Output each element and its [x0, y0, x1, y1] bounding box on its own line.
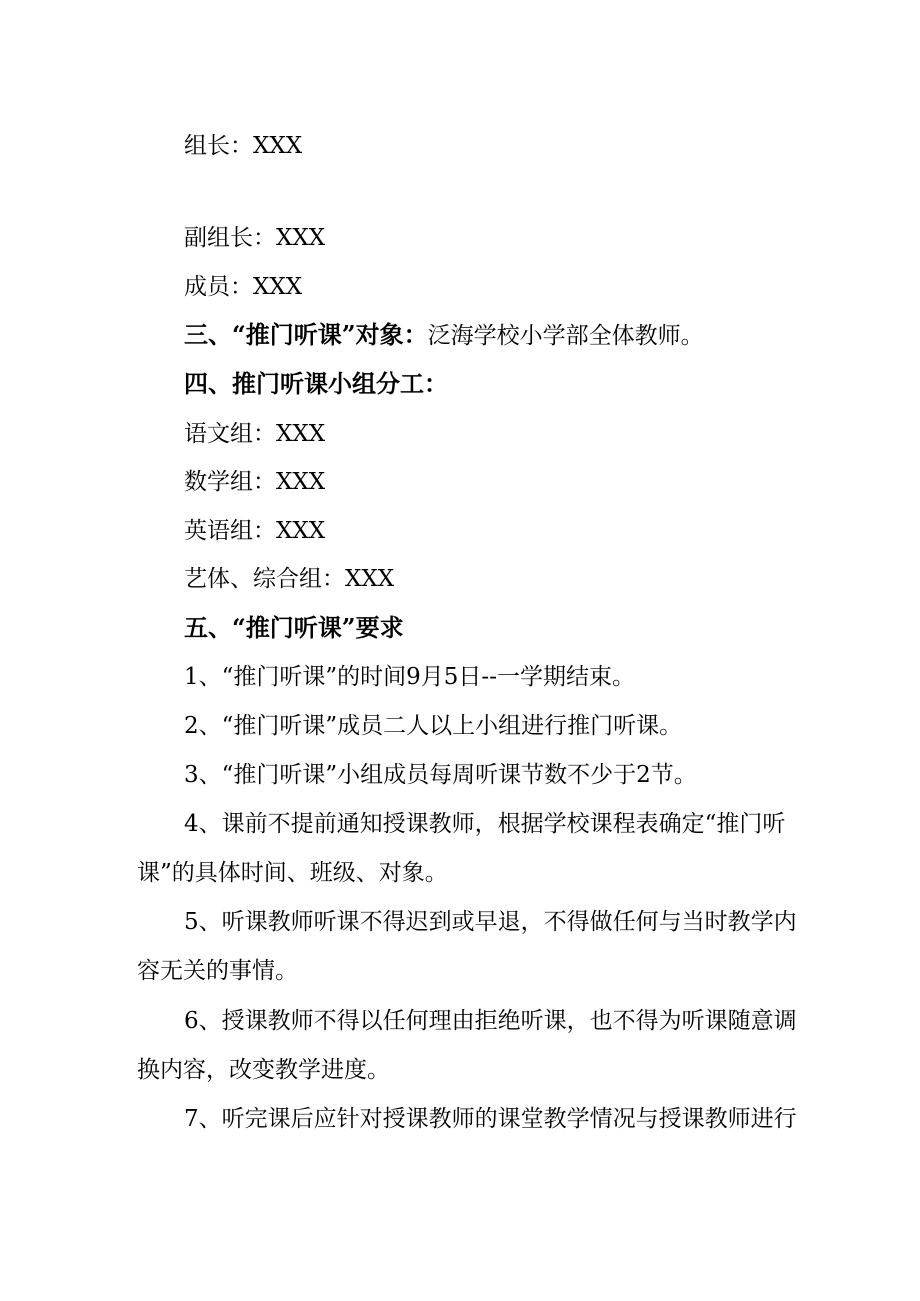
requirement-5: 5、听课教师听课不得迟到或早退，不得做任何与当时教学内 — [184, 909, 797, 935]
group-arts-integrated: 艺体、综合组：XXX — [184, 566, 395, 592]
section3-text: 泛海学校小学部全体教师。 — [427, 323, 704, 349]
requirement-4: 4、课前不提前通知授课教师，根据学校课程表确定“推门听 — [184, 811, 786, 837]
requirement-6-cont: 换内容，改变教学进度。 — [137, 1057, 390, 1083]
requirement-7: 7、听完课后应针对授课教师的课堂教学情况与授课教师进行 — [184, 1106, 797, 1132]
group-english: 英语组：XXX — [184, 518, 326, 544]
requirement-5-cont: 容无关的事情。 — [137, 958, 298, 984]
requirement-1: 1、“推门听课”的时间9月5日--一学期结束。 — [184, 664, 635, 690]
section3-line — [184, 321, 704, 350]
group-chinese: 语文组：XXX — [184, 421, 326, 447]
group-math: 数学组：XXX — [184, 469, 326, 495]
section4-heading: 四、推门听课小组分工： — [184, 369, 448, 398]
requirement-3: 3、“推门听课”小组成员每周听课节数不少于2节。 — [184, 762, 697, 788]
requirement-4-cont: 课”的具体时间、班级、对象。 — [137, 860, 448, 886]
deputy-leader-line: 副组长：XXX — [184, 225, 326, 251]
section3-heading: 三、“推门听课”对象： — [184, 320, 428, 349]
section5-heading: 五、“推门听课”要求 — [184, 613, 404, 642]
requirement-6: 6、授课教师不得以任何理由拒绝听课，也不得为听课随意调 — [184, 1008, 797, 1034]
members-line: 成员：XXX — [184, 274, 303, 300]
requirement-2: 2、“推门听课”成员二人以上小组进行推门听课。 — [184, 713, 683, 739]
leader-line: 组长：XXX — [184, 133, 303, 159]
